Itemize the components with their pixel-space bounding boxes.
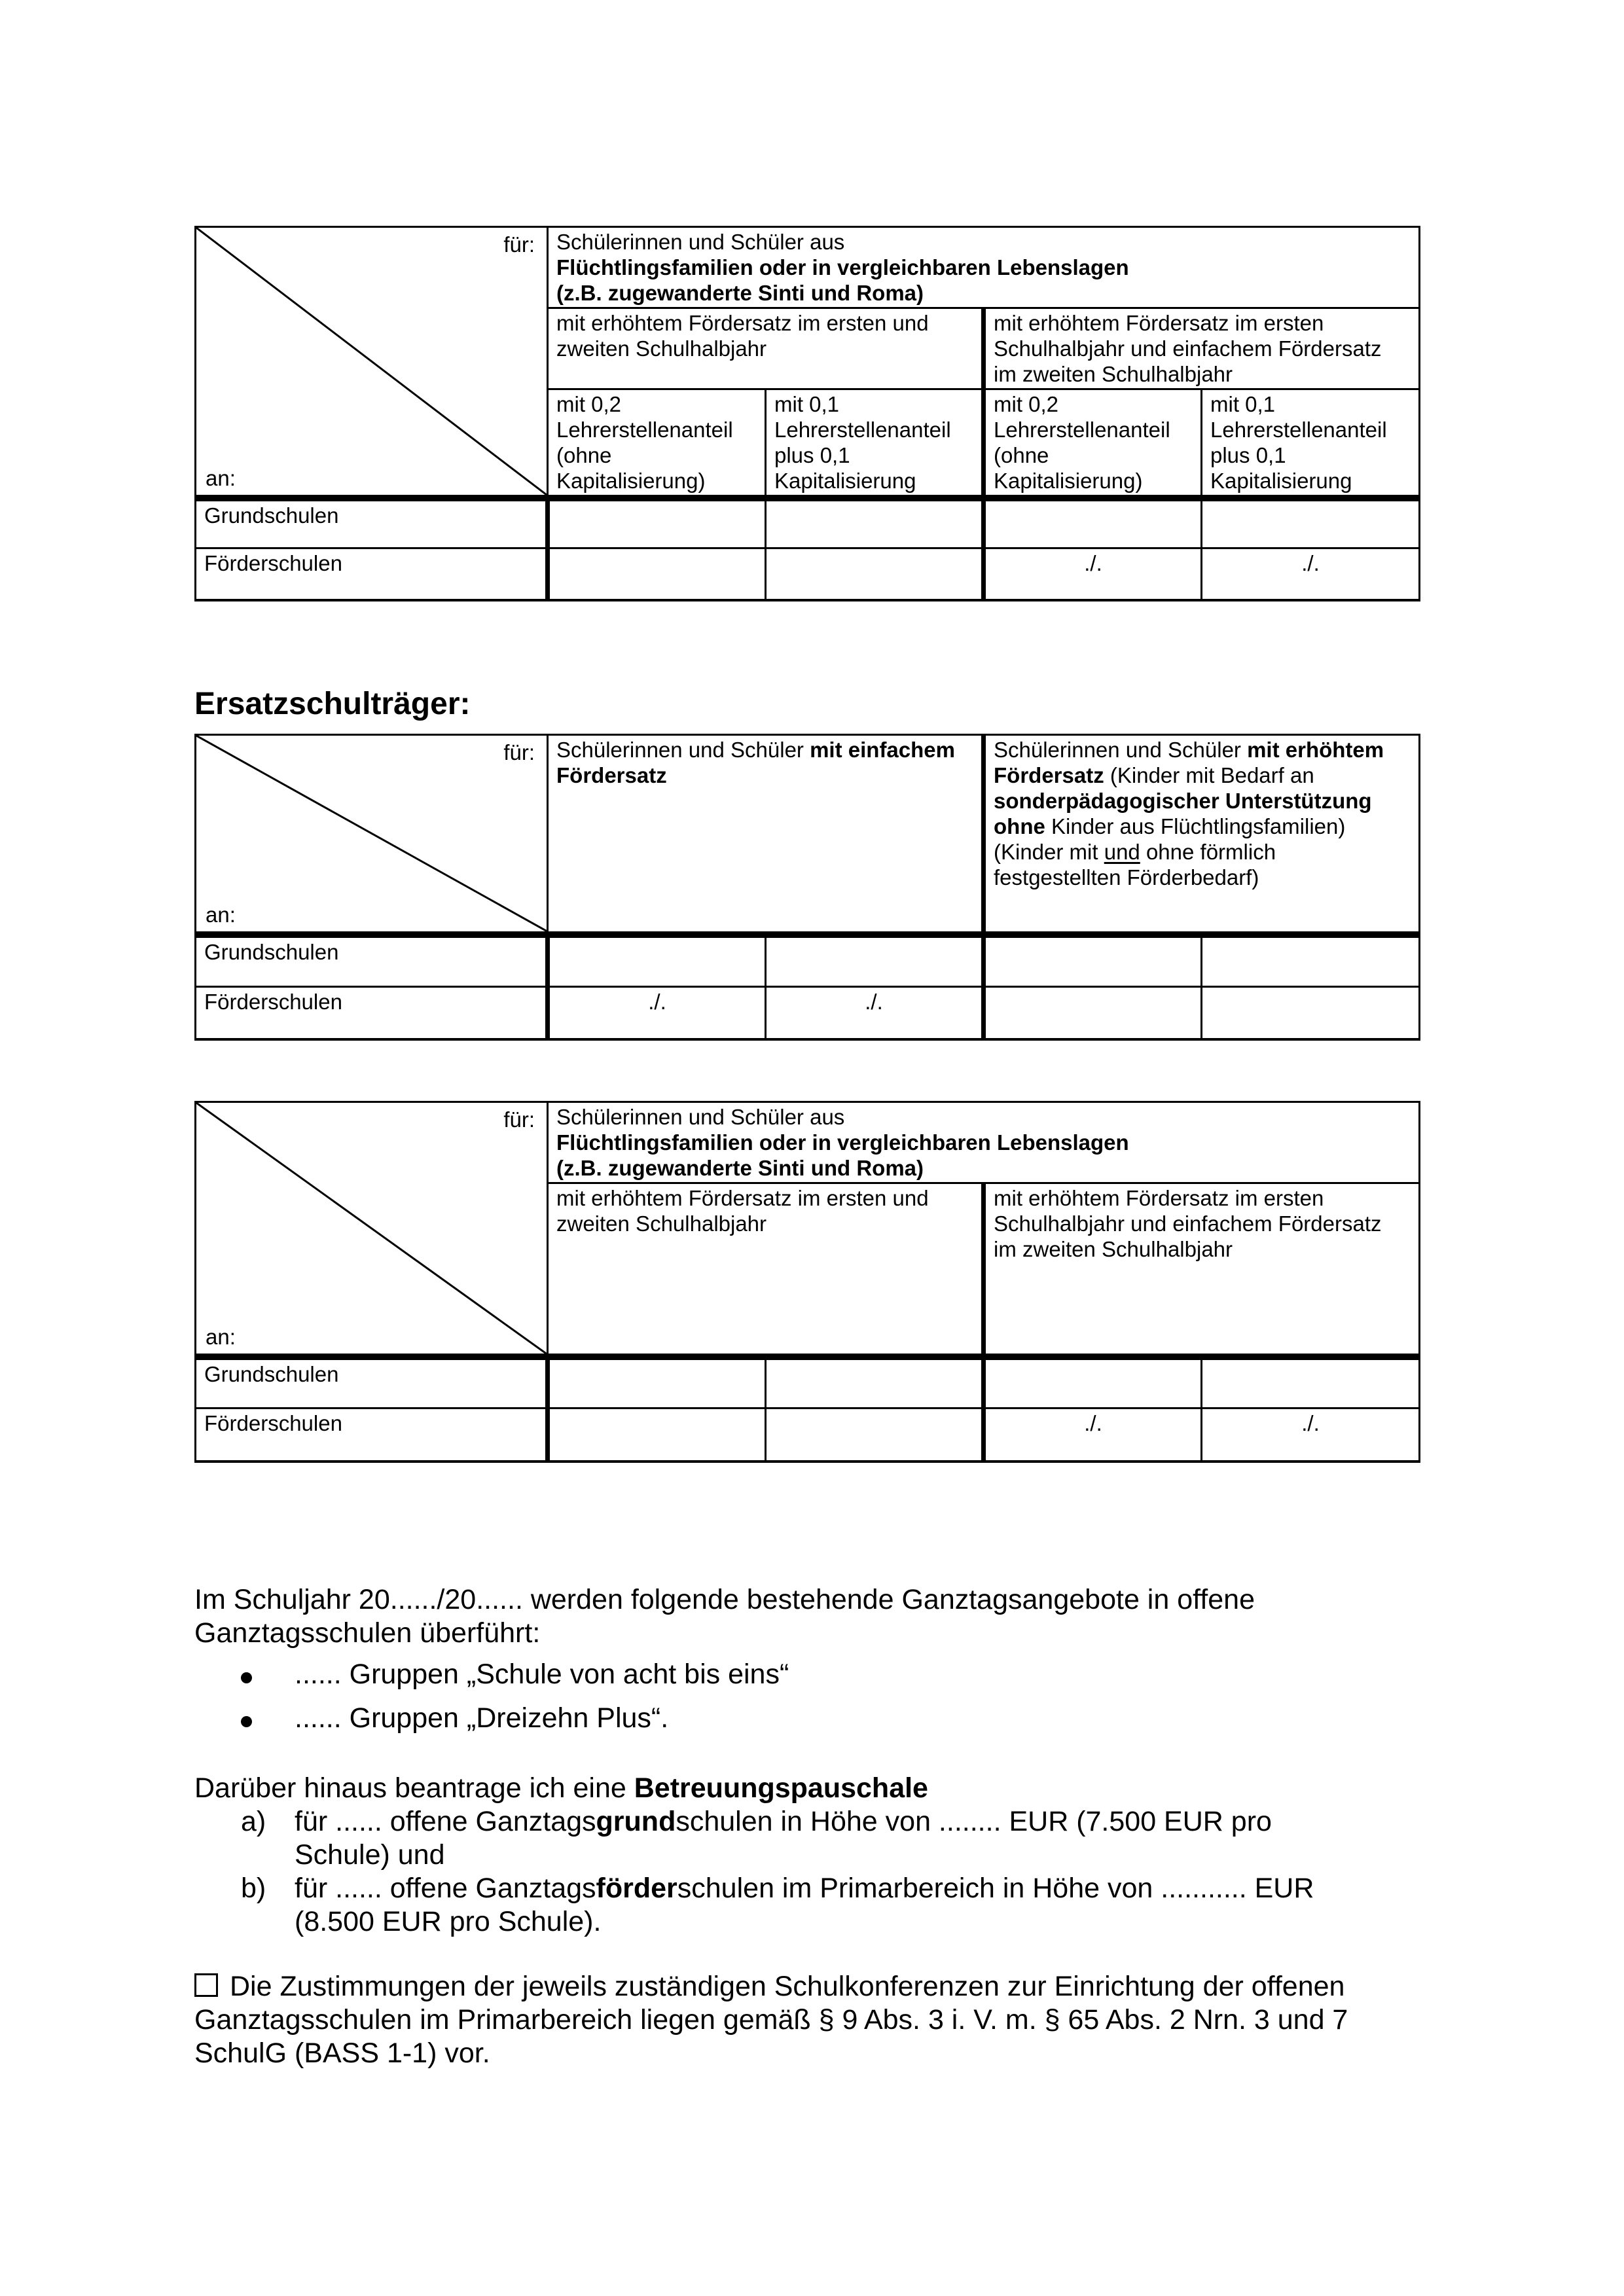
header-text-bold: mit einfachem (810, 738, 955, 762)
table-cell (984, 498, 1202, 548)
subheader-left-cell (548, 308, 984, 389)
col-header-text: mit 0,2 (994, 392, 1059, 416)
col-header-text: Kapitalisierung (1210, 469, 1352, 493)
diagonal-line (196, 736, 547, 931)
col-header-text: Kapitalisierung) (556, 469, 706, 493)
table-cell (548, 1357, 766, 1408)
row-label-foerderschulen: Förderschulen (196, 548, 548, 600)
header-text-bold: Fördersatz (994, 763, 1104, 787)
col-header-text: plus 0,1 (1210, 443, 1286, 467)
table-cell (1202, 1357, 1420, 1408)
col-header-text: mit 0,2 (556, 392, 622, 416)
subheader-right-line2: Schulhalbjahr und einfachem Fördersatz (994, 336, 1382, 361)
subheader-left-line1: mit erhöhtem Fördersatz im ersten und (556, 1185, 929, 1210)
header-text: ohne förmlich (1140, 840, 1276, 864)
col-header-3 (984, 389, 1202, 499)
subheader-left-line2: zweiten Schulhalbjahr (556, 1211, 767, 1236)
table-cell: ./. (984, 1408, 1202, 1462)
table-row (196, 498, 1420, 548)
list-item-a (194, 1805, 1418, 1872)
bullet-icon (241, 1716, 252, 1727)
table-cell (1202, 987, 1420, 1039)
list-item-text (295, 1872, 1418, 1939)
col-header-2 (766, 389, 984, 499)
col-header-text: Lehrerstellenanteil (994, 418, 1170, 442)
diagonal-line (196, 228, 547, 495)
header-text-bold: Fördersatz (556, 763, 667, 787)
paragraph-line: SchulG (BASS 1-1) vor. (194, 2037, 490, 2069)
table-cell (984, 1357, 1202, 1408)
col-header-text: Lehrerstellenanteil (556, 418, 733, 442)
main-header-line3: (z.B. zugewanderte Sinti und Roma) (556, 281, 924, 305)
col-header-4 (1202, 389, 1420, 499)
paragraph-line: Ganztagsschulen im Primarbereich liegen gemäß § 9 Abs. 3 i. V. m. § 65 Abs. 2 Nrn. 3 und 7 (194, 2004, 1348, 2036)
table-row (196, 1357, 1420, 1408)
table-cell (766, 548, 984, 600)
header-text-bold: sonderpädagogischer Unterstützung (994, 789, 1372, 813)
col-header-text: (ohne (556, 443, 612, 467)
table-1-fluechtlinge-schultraeger (194, 226, 1420, 601)
table-cell: ./. (548, 987, 766, 1039)
subheader-left-line2: zweiten Schulhalbjahr (556, 336, 767, 361)
list-item-text (295, 1805, 1418, 1872)
paragraph-line: Die Zustimmungen der jeweils zuständigen Schulkonferenzen zur Einrichtung der offenen (230, 1971, 1345, 2002)
item-text-bold: förder (596, 1873, 677, 1904)
fuer-label: für: (503, 1107, 535, 1132)
subheader-right-line1: mit erhöhtem Fördersatz im ersten (994, 311, 1324, 335)
table-cell (984, 987, 1202, 1039)
header-text: Kinder aus Flüchtlingsfamilien) (1045, 814, 1346, 838)
header-erhoehter-foerdersatz-cell (984, 735, 1420, 935)
header-text-bold: mit erhöhtem (1247, 738, 1384, 762)
table-cell (766, 1408, 984, 1462)
subheader-right-line1: mit erhöhtem Fördersatz im ersten (994, 1185, 1324, 1210)
an-label: an: (206, 1325, 236, 1349)
table-cell: ./. (766, 987, 984, 1039)
main-header-cell (548, 227, 1420, 308)
list-item-b (194, 1872, 1418, 1939)
bullet-text: ...... Gruppen „Schule von acht bis eins“ (295, 1659, 789, 1690)
subheader-right-line3: im zweiten Schulhalbjahr (994, 362, 1233, 386)
header-text: (Kinder mit (994, 840, 1104, 864)
subheader-right-cell (984, 308, 1420, 389)
paragraph-betreuungspauschale (194, 1772, 1418, 1805)
table-cell (548, 548, 766, 600)
main-header-line1: Schülerinnen und Schüler aus (556, 1104, 845, 1129)
subheader-right-line2: Schulhalbjahr und einfachem Fördersatz (994, 1211, 1382, 1236)
col-header-text: mit 0,1 (1210, 392, 1276, 416)
diagonal-line (196, 1103, 547, 1354)
table-cell: ./. (1202, 1408, 1420, 1462)
bullet-icon (241, 1672, 252, 1683)
item-text: Schule) und (295, 1839, 445, 1871)
header-text: Schülerinnen und Schüler (556, 738, 810, 762)
paragraph-zustimmung (194, 1970, 1418, 2070)
table-cell (766, 1357, 984, 1408)
bullet-marker (241, 1702, 295, 1735)
col-header-text: mit 0,1 (774, 392, 840, 416)
an-label: an: (206, 902, 236, 927)
table-cell (766, 935, 984, 987)
table-cell (1202, 935, 1420, 987)
table-cell: ./. (984, 548, 1202, 600)
list-item (194, 1658, 1418, 1691)
item-text-bold: grund (596, 1806, 676, 1837)
list-item (194, 1702, 1418, 1735)
col-header-text: Lehrerstellenanteil (774, 418, 951, 442)
paragraph-schuljahr (194, 1583, 1418, 1650)
header-text: Schülerinnen und Schüler (994, 738, 1248, 762)
fuer-label: für: (503, 232, 535, 257)
table-row (196, 548, 1420, 600)
item-text: für ...... offene Ganztags (295, 1873, 596, 1904)
paragraph-text-bold: Betreuungspauschale (634, 1772, 928, 1804)
table-row (196, 987, 1420, 1039)
row-label-foerderschulen: Förderschulen (196, 987, 548, 1039)
bullet-marker (241, 1658, 295, 1691)
row-label-grundschulen: Grundschulen (196, 935, 548, 987)
table-cell: ./. (1202, 548, 1420, 600)
row-label-grundschulen: Grundschulen (196, 1357, 548, 1408)
col-header-text: Lehrerstellenanteil (1210, 418, 1387, 442)
main-header-cell (548, 1102, 1420, 1183)
bullet-text: ...... Gruppen „Dreizehn Plus“. (295, 1702, 669, 1734)
table-cell (766, 498, 984, 548)
schulkonferenz-checkbox[interactable] (194, 1973, 218, 1997)
main-header-line1: Schülerinnen und Schüler aus (556, 230, 845, 254)
item-text: schulen in Höhe von ........ EUR (7.500 EUR pro (676, 1806, 1272, 1837)
table-cell (984, 935, 1202, 987)
subheader-left-cell (548, 1183, 984, 1357)
paragraph-line: Im Schuljahr 20....../20...... werden folgende bestehende Ganztagsangebote in offene (194, 1584, 1255, 1615)
header-einfacher-foerdersatz-cell (548, 735, 984, 935)
diagonal-header-cell (196, 227, 548, 499)
list-marker: a) (241, 1806, 266, 1837)
table-cell (548, 935, 766, 987)
an-label: an: (206, 466, 236, 490)
main-header-line2: Flüchtlingsfamilien oder in vergleichbaren Lebenslagen (556, 255, 1129, 279)
diagonal-header-cell (196, 1102, 548, 1357)
header-text-underline: und (1104, 840, 1140, 864)
main-header-line2: Flüchtlingsfamilien oder in vergleichbaren Lebenslagen (556, 1130, 1129, 1155)
item-text: für ...... offene Ganztags (295, 1806, 596, 1837)
table-3-ersatzschultraeger-fluechtlinge (194, 1101, 1420, 1463)
list-marker: b) (241, 1873, 266, 1904)
table-cell (548, 498, 766, 548)
table-cell (548, 1408, 766, 1462)
item-text: schulen im Primarbereich in Höhe von ........... EUR (677, 1873, 1314, 1904)
table-cell (1202, 498, 1420, 548)
col-header-text: Kapitalisierung) (994, 469, 1143, 493)
document-content (194, 226, 1418, 2070)
header-text: (Kinder mit Bedarf an (1104, 763, 1314, 787)
col-header-text: (ohne (994, 443, 1049, 467)
table-row (196, 1408, 1420, 1462)
fuer-label: für: (503, 740, 535, 764)
row-label-grundschulen: Grundschulen (196, 498, 548, 548)
main-header-line3: (z.B. zugewanderte Sinti und Roma) (556, 1155, 924, 1180)
diagonal-header-cell (196, 735, 548, 935)
section-heading-ersatzschultraeger: Ersatzschulträger: (194, 687, 471, 721)
paragraph-line: Ganztagsschulen überführt: (194, 1617, 541, 1649)
subheader-right-line3: im zweiten Schulhalbjahr (994, 1236, 1233, 1261)
subheader-left-line1: mit erhöhtem Fördersatz im ersten und (556, 311, 929, 335)
item-text: (8.500 EUR pro Schule). (295, 1906, 602, 1937)
paragraph-text: Darüber hinaus beantrage ich eine (194, 1772, 634, 1804)
table-2-ersatzschultraeger-foerdersatz (194, 734, 1420, 1041)
col-header-text: Kapitalisierung (774, 469, 916, 493)
row-label-foerderschulen: Förderschulen (196, 1408, 548, 1462)
ordered-list (194, 1805, 1418, 1939)
header-text-bold: ohne (994, 814, 1045, 838)
table-row (196, 935, 1420, 987)
subheader-right-cell (984, 1183, 1420, 1357)
col-header-1 (548, 389, 766, 499)
header-text: festgestellten Förderbedarf) (994, 865, 1259, 889)
col-header-text: plus 0,1 (774, 443, 850, 467)
bullet-list (194, 1658, 1418, 1735)
